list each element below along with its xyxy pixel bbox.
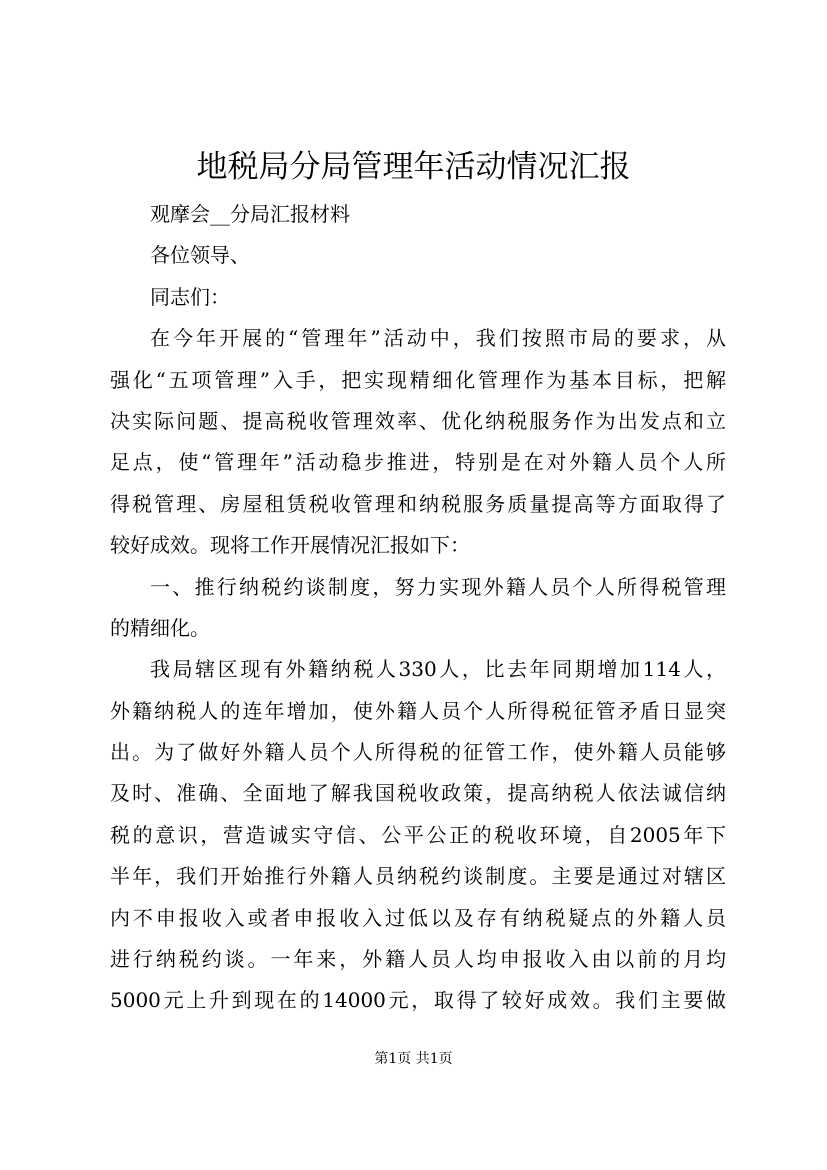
document-title: 地税局分局管理年活动情况汇报: [196, 149, 631, 185]
text-line: 5000元上升到现在的14000元，取得了较好成效。我们主要做: [110, 988, 726, 1013]
paragraph: [110, 318, 726, 566]
text-line: 同志们：: [150, 284, 230, 309]
text-line: 决实际问题、提高税收管理效率、优化纳税服务作为出发点和立: [110, 408, 726, 433]
paragraph: [110, 567, 726, 650]
text-line: 我局辖区现有外籍纳税人330人，比去年同期增加114人，: [150, 657, 726, 682]
text-line: 及时、准确、全面地了解我国税收政策，提高纳税人依法诚信纳: [110, 781, 726, 806]
text-line: 半年，我们开始推行外籍人员纳税约谈制度。主要是通过对辖区: [110, 864, 726, 889]
page-footer: 第1页 共1页: [374, 1051, 453, 1067]
text-line: 得税管理、房屋租赁税收管理和纳税服务质量提高等方面取得了: [110, 491, 726, 516]
text-line: 在今年开展的“管理年”活动中，我们按照市局的要求，从: [150, 326, 726, 351]
text-line: 各位领导、: [150, 243, 250, 268]
text-line: 一、推行纳税约谈制度，努力实现外籍人员个人所得税管理: [150, 574, 726, 599]
paragraph: [110, 235, 726, 276]
text-line: 足点，使“管理年”活动稳步推进，特别是在对外籍人员个人所: [110, 450, 726, 475]
text-line: 观摩会__分局汇报材料: [150, 202, 350, 226]
text-line: 进行纳税约谈。一年来，外籍人员人均申报收入由以前的月均: [110, 947, 726, 972]
paragraph: [110, 194, 726, 235]
document-body: [110, 194, 726, 1022]
text-line: 的精细化。: [110, 615, 210, 640]
text-line: 税的意识，营造诚实守信、公平公正的税收环境，自2005年下: [110, 822, 726, 847]
text-line: 出。为了做好外籍人员个人所得税的征管工作，使外籍人员能够: [110, 740, 726, 765]
text-line: 内不申报收入或者申报收入过低以及存有纳税疑点的外籍人员: [110, 905, 726, 930]
paragraph: [110, 649, 726, 1022]
text-line: 较好成效。现将工作开展情况汇报如下：: [110, 533, 470, 558]
text-line: 外籍纳税人的连年增加，使外籍人员个人所得税征管矛盾日显突: [110, 698, 726, 723]
paragraph: [110, 277, 726, 318]
text-line: 强化“五项管理”入手，把实现精细化管理作为基本目标，把解: [110, 367, 726, 392]
